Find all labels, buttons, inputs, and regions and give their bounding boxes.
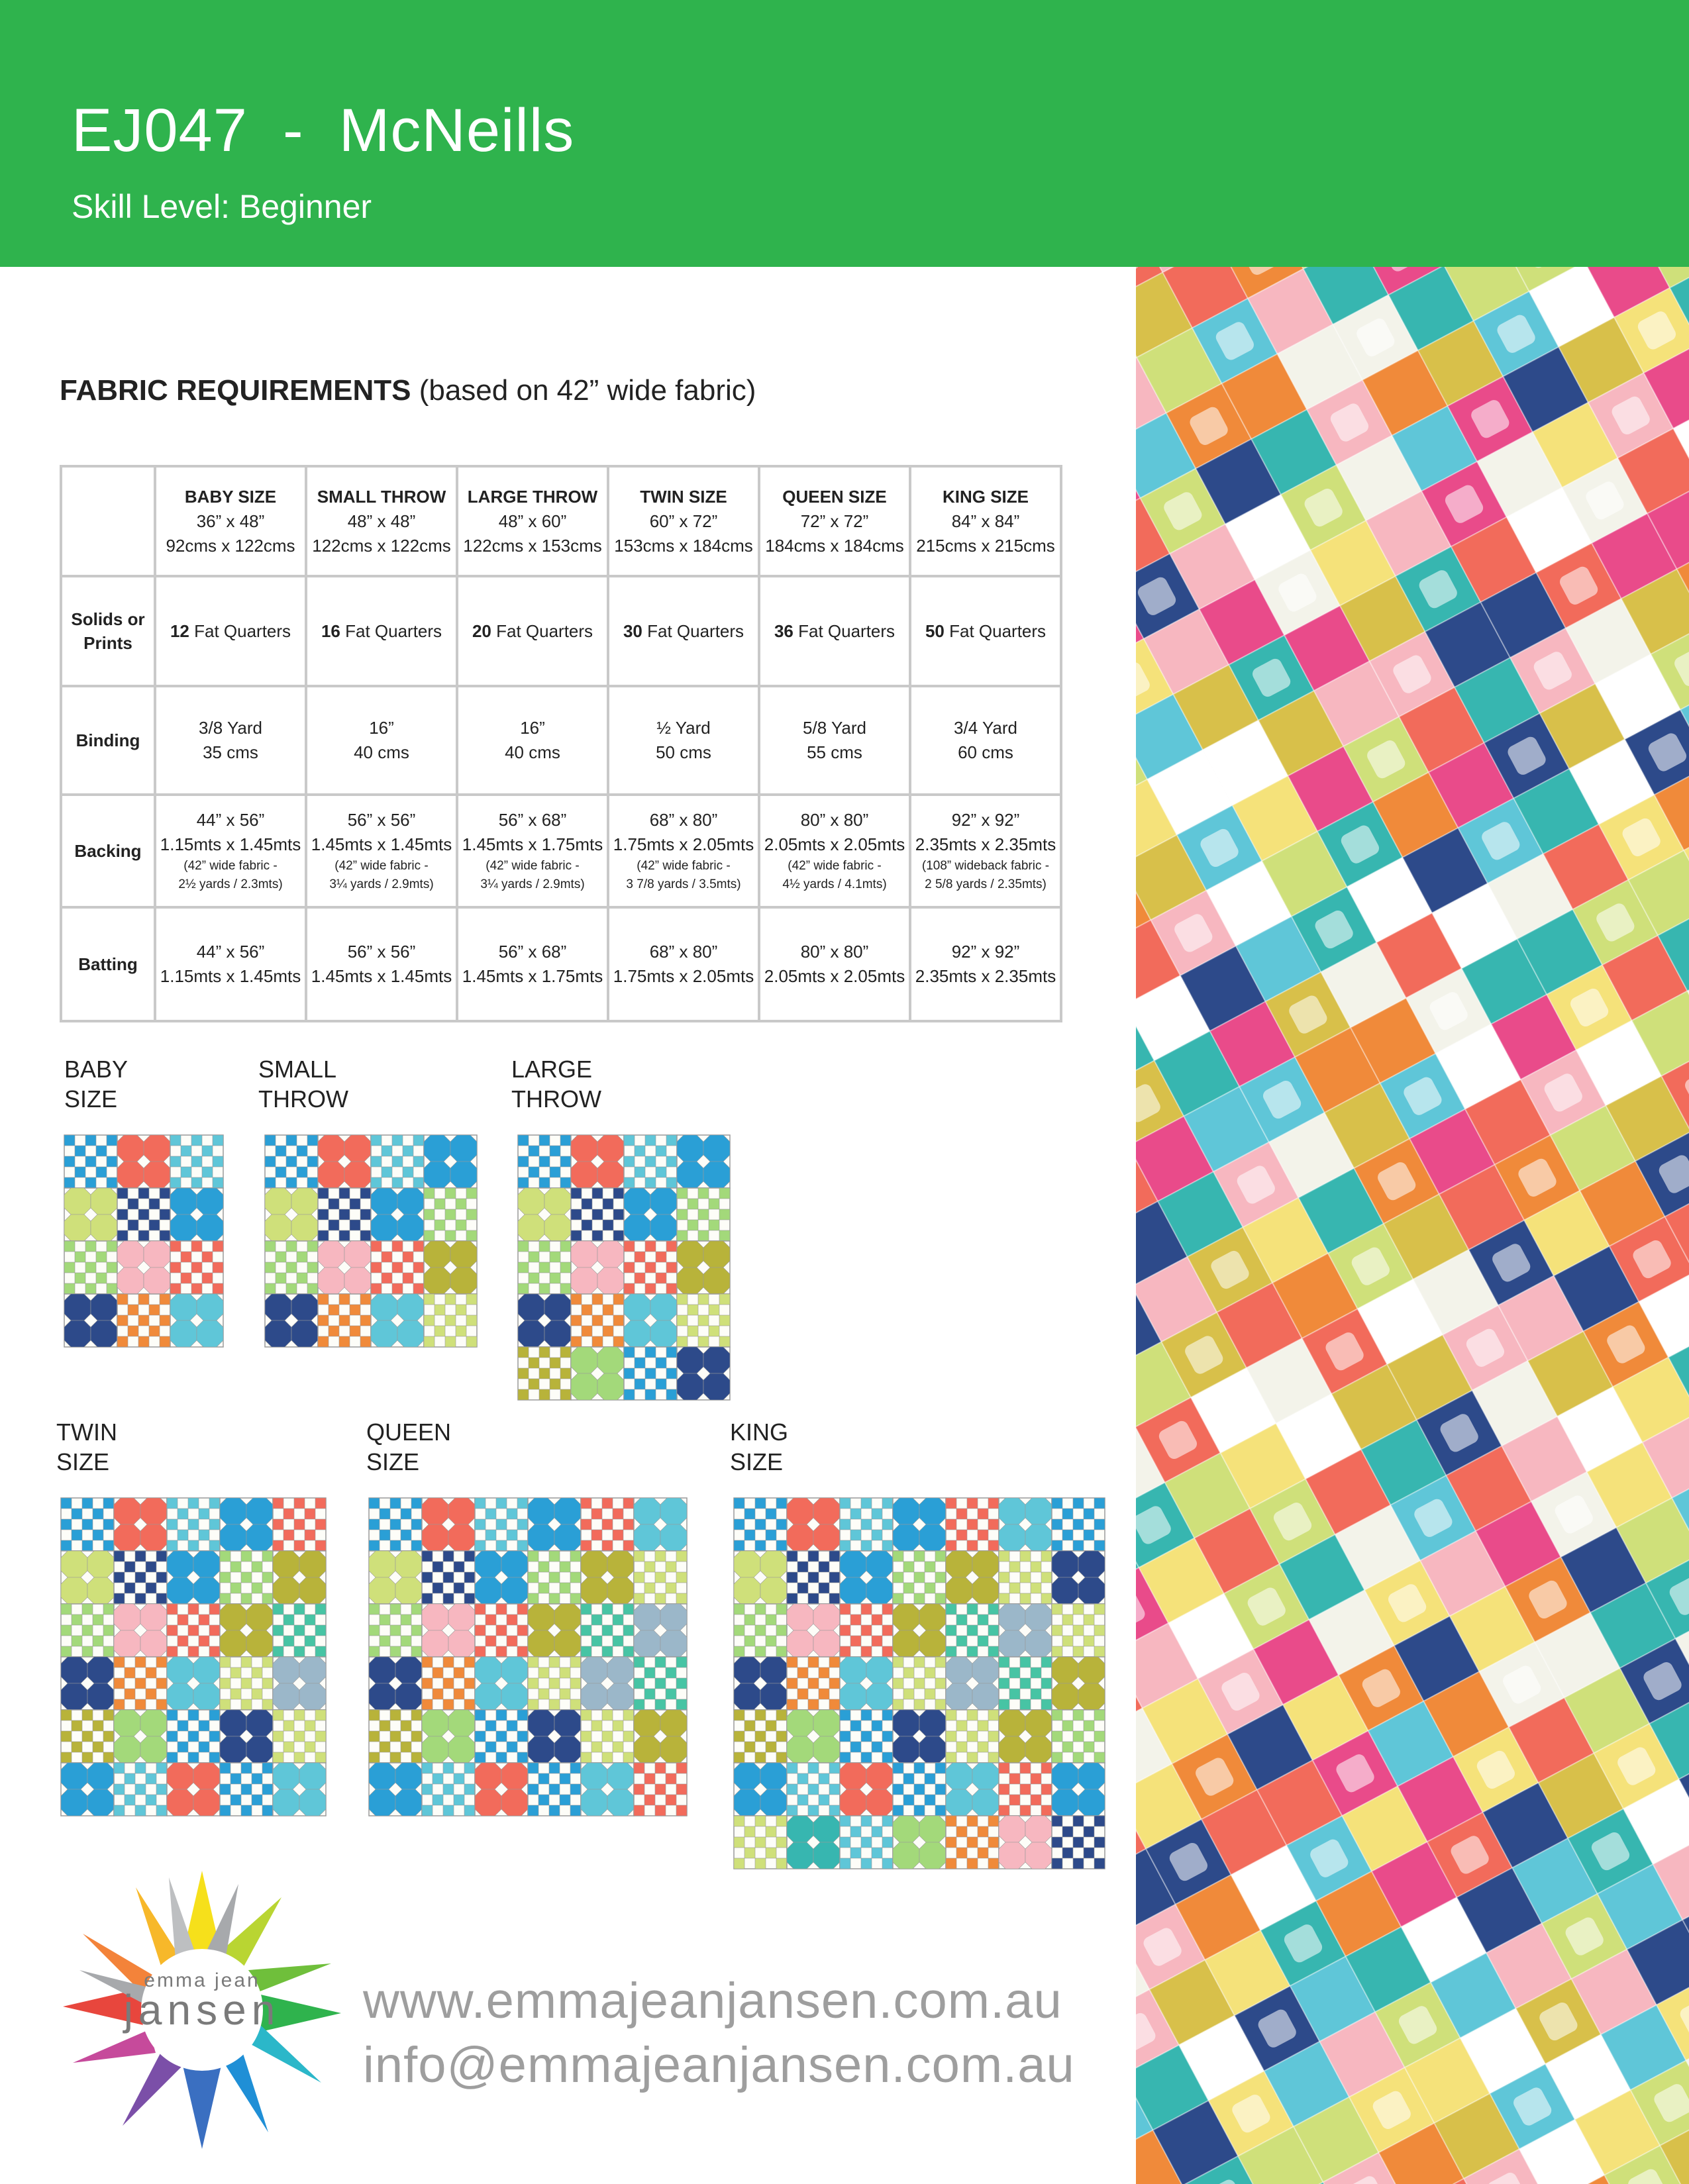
quilt-block [318,1188,371,1241]
quilt-block [369,1498,422,1551]
quilt-block [1052,1604,1105,1657]
quilt-block [528,1657,581,1710]
quilt-block [167,1763,220,1816]
table-cell: 56” x 56” 1.45mts x 1.45mts (42” wide fabric - 3¼ yards / 2.9mts) [306,795,457,907]
quilt-block [61,1498,114,1551]
table-cell: 3/8 Yard 35 cms [155,686,306,795]
quilt-block [893,1551,946,1604]
size-header-cell: SMALL THROW 48” x 48” 122cms x 122cms [306,466,457,576]
table-cell: 44” x 56” 1.15mts x 1.45mts [155,907,306,1021]
quilt-block [677,1347,730,1400]
quilt-block [624,1135,677,1188]
fabric-requirements-heading [60,374,756,407]
quilt-block [273,1657,326,1710]
quilt-block [571,1347,624,1400]
quilt-block [167,1657,220,1710]
quilt-block [634,1498,687,1551]
quilt-block [114,1763,167,1816]
quilt-block [64,1241,117,1294]
quilt-block [61,1710,114,1763]
quilt-block [424,1135,477,1188]
quilt-block [170,1188,223,1241]
quilt-block [571,1294,624,1347]
table-cell: 56” x 68” 1.45mts x 1.75mts [457,907,608,1021]
size-header-cell: LARGE THROW 48” x 60” 122cms x 153cms [457,466,608,576]
quilt-block [893,1604,946,1657]
logo-main-text: jansen [123,1986,281,2034]
size-header-cell: TWIN SIZE 60” x 72” 153cms x 184cms [608,466,759,576]
quilt-layout-baby [62,1132,225,1351]
table-cell: 56” x 68” 1.45mts x 1.75mts (42” wide fabric - 3¼ yards / 2.9mts) [457,795,608,907]
quilt-block [946,1816,999,1869]
quilt-block [170,1135,223,1188]
quilt-block [369,1763,422,1816]
quilt-block [840,1551,893,1604]
quilt-block [946,1551,999,1604]
quilt-block [946,1498,999,1551]
quilt-block [787,1498,840,1551]
quilt-block [117,1294,170,1347]
layout-label-twin: TWIN SIZE [56,1418,117,1475]
quilt-block [518,1135,571,1188]
quilt-block [787,1763,840,1816]
table-header-row [61,466,1061,576]
quilt-block [114,1551,167,1604]
quilt-block [273,1710,326,1763]
table-cell: 68” x 80” 1.75mts x 2.05mts (42” wide fabric - 3 7/8 yards / 3.5mts) [608,795,759,907]
quilt-block [581,1498,634,1551]
quilt-block [1052,1498,1105,1551]
website-link[interactable]: www.emmajeanjansen.com.au [363,1973,1062,2029]
quilt-block [422,1657,475,1710]
quilt-block [677,1241,730,1294]
layout-label-small-throw: SMALL THROW [258,1056,348,1113]
quilt-block [475,1710,528,1763]
size-header-cell: QUEEN SIZE 72” x 72” 184cms x 184cms [759,466,910,576]
quilt-layout-large-throw [515,1132,733,1404]
table-cell: 80” x 80” 2.05mts x 2.05mts [759,907,910,1021]
quilt-block [528,1498,581,1551]
quilt-block [624,1294,677,1347]
quilt-block [273,1551,326,1604]
quilt-block [117,1188,170,1241]
table-cell: 44” x 56” 1.15mts x 1.45mts (42” wide fabric - 2½ yards / 2.3mts) [155,795,306,907]
quilt-block [64,1135,117,1188]
quilt-block [840,1604,893,1657]
quilt-block [424,1188,477,1241]
page-title: EJ047 - McNeills [72,97,575,164]
quilt-block [369,1551,422,1604]
table-row-solids [61,576,1061,686]
quilt-block [1052,1763,1105,1816]
quilt-block [220,1604,273,1657]
quilt-block [369,1657,422,1710]
quilt-block [734,1604,787,1657]
quilt-block [424,1294,477,1347]
quilt-block [528,1710,581,1763]
quilt-block [677,1188,730,1241]
table-cell: 92” x 92” 2.35mts x 2.35mts [910,907,1061,1021]
quilt-block [787,1657,840,1710]
layout-label-king: KING SIZE [730,1418,789,1475]
quilt-layout-king [731,1495,1107,1871]
email-link[interactable]: info@emmajeanjansen.com.au [363,2037,1075,2093]
quilt-block [528,1604,581,1657]
quilt-block [999,1763,1052,1816]
quilt-block [946,1657,999,1710]
layout-label-large-throw: LARGE THROW [511,1056,601,1113]
quilt-block [999,1710,1052,1763]
quilt-block [787,1710,840,1763]
quilt-block [265,1188,318,1241]
quilt-block [787,1816,840,1869]
row-header-solids: Solids or Prints [61,576,155,686]
quilt-block [581,1763,634,1816]
quilt-block [265,1241,318,1294]
quilt-block [369,1710,422,1763]
quilt-block [634,1657,687,1710]
table-corner-cell [61,466,155,576]
table-cell: 36 Fat Quarters [759,576,910,686]
quilt-block [220,1710,273,1763]
quilt-block [167,1604,220,1657]
quilt-block [999,1551,1052,1604]
header-banner [0,0,1689,267]
quilt-block [581,1604,634,1657]
quilt-block [1052,1657,1105,1710]
quilt-block [371,1188,424,1241]
table-cell: 50 Fat Quarters [910,576,1061,686]
quilt-block [518,1294,571,1347]
quilt-block [475,1604,528,1657]
table-cell: 16” 40 cms [306,686,457,795]
table-cell: 16” 40 cms [457,686,608,795]
quilt-block [220,1551,273,1604]
quilt-block [318,1294,371,1347]
table-cell: 16 Fat Quarters [306,576,457,686]
quilt-block [220,1498,273,1551]
quilt-block [787,1551,840,1604]
quilt-block [114,1710,167,1763]
quilt-block [787,1604,840,1657]
quilt-block [117,1135,170,1188]
layout-label-queen: QUEEN SIZE [366,1418,452,1475]
quilt-block [64,1294,117,1347]
quilt-block [734,1657,787,1710]
quilt-block [422,1763,475,1816]
quilt-block [64,1188,117,1241]
quilt-block [999,1657,1052,1710]
quilt-block [946,1604,999,1657]
quilt-block [946,1710,999,1763]
quilt-block [999,1816,1052,1869]
quilt-block [518,1347,571,1400]
quilt-block [840,1763,893,1816]
size-header-cell: KING SIZE 84” x 84” 215cms x 215cms [910,466,1061,576]
table-row-backing [61,795,1061,907]
quilt-block [318,1135,371,1188]
quilt-block [893,1498,946,1551]
quilt-block [170,1241,223,1294]
quilt-block [734,1498,787,1551]
quilt-block [265,1294,318,1347]
quilt-block [170,1294,223,1347]
quilt-block [422,1498,475,1551]
quilt-block [475,1551,528,1604]
table-row-binding [61,686,1061,795]
quilt-block [528,1763,581,1816]
quilt-block [893,1816,946,1869]
quilt-block [624,1188,677,1241]
quilt-block [634,1604,687,1657]
quilt-block [422,1710,475,1763]
table-cell: ½ Yard 50 cms [608,686,759,795]
quilt-block [581,1710,634,1763]
table-cell: 3/4 Yard 60 cms [910,686,1061,795]
table-cell: 68” x 80” 1.75mts x 2.05mts [608,907,759,1021]
quilt-block [571,1241,624,1294]
quilt-block [734,1710,787,1763]
emma-jean-jansen-logo [63,1871,341,2149]
quilt-block [581,1551,634,1604]
quilt-block [840,1498,893,1551]
quilt-block [893,1710,946,1763]
quilt-block [369,1604,422,1657]
quilt-block [840,1657,893,1710]
quilt-block [114,1657,167,1710]
quilt-block [840,1710,893,1763]
quilt-block [167,1551,220,1604]
quilt-block [422,1604,475,1657]
quilt-block [677,1294,730,1347]
quilt-block [61,1657,114,1710]
quilt-block [528,1551,581,1604]
table-cell: 12 Fat Quarters [155,576,306,686]
size-header-cell: BABY SIZE 36” x 48” 92cms x 122cms [155,466,306,576]
quilt-block [114,1604,167,1657]
quilt-block [734,1763,787,1816]
table-cell: 80” x 80” 2.05mts x 2.05mts (42” wide fabric - 4½ yards / 4.1mts) [759,795,910,907]
quilt-block [61,1763,114,1816]
quilt-block [61,1551,114,1604]
quilt-block [371,1241,424,1294]
quilt-block [1052,1816,1105,1869]
quilt-block [475,1763,528,1816]
quilt-block [634,1710,687,1763]
table-cell: 5/8 Yard 55 cms [759,686,910,795]
table-cell: 92” x 92” 2.35mts x 2.35mts (108” wideback fabric - 2 5/8 yards / 2.35mts) [910,795,1061,907]
quilt-layout-small-throw [262,1132,480,1351]
table-row-batting [61,907,1061,1021]
quilt-block [1052,1551,1105,1604]
quilt-block [999,1604,1052,1657]
quilt-block [624,1241,677,1294]
quilt-block [167,1498,220,1551]
fabric-requirements-table [60,465,1062,1022]
layout-label-baby: BABY SIZE [64,1056,128,1113]
quilt-block [475,1498,528,1551]
quilt-block [475,1657,528,1710]
fabric-heading-note: (based on 42” wide fabric) [411,374,756,407]
quilt-block [167,1710,220,1763]
quilt-photo [1136,267,1689,2184]
quilt-block [114,1498,167,1551]
quilt-block [634,1551,687,1604]
quilt-block [273,1498,326,1551]
quilt-block [734,1816,787,1869]
table-cell: 20 Fat Quarters [457,576,608,686]
table-cell: 30 Fat Quarters [608,576,759,686]
quilt-block [518,1241,571,1294]
quilt-block [117,1241,170,1294]
quilt-block [1052,1710,1105,1763]
quilt-block [571,1135,624,1188]
quilt-block [893,1657,946,1710]
quilt-block [422,1551,475,1604]
row-header-binding: Binding [61,686,155,795]
quilt-layout-queen [366,1495,690,1818]
quilt-block [273,1763,326,1816]
fabric-heading-bold: FABRIC REQUIREMENTS [60,374,411,407]
quilt-block [634,1763,687,1816]
quilt-block [424,1241,477,1294]
row-header-backing: Backing [61,795,155,907]
quilt-layout-twin [58,1495,329,1818]
quilt-block [840,1816,893,1869]
quilt-block [999,1498,1052,1551]
quilt-block [893,1763,946,1816]
quilt-block [371,1135,424,1188]
quilt-block [581,1657,634,1710]
quilt-block [624,1347,677,1400]
quilt-block [946,1763,999,1816]
skill-level: Skill Level: Beginner [72,188,372,225]
quilt-block [677,1135,730,1188]
logo-top-text: emma jean [144,1969,260,1991]
quilt-block [734,1551,787,1604]
quilt-block [61,1604,114,1657]
quilt-block [318,1241,371,1294]
quilt-block [518,1188,571,1241]
quilt-block [371,1294,424,1347]
quilt-block [273,1604,326,1657]
quilt-block [220,1657,273,1710]
quilt-block [571,1188,624,1241]
table-cell: 56” x 56” 1.45mts x 1.45mts [306,907,457,1021]
quilt-block [265,1135,318,1188]
row-header-batting: Batting [61,907,155,1021]
quilt-photo-pattern [1136,267,1689,2184]
quilt-block [220,1763,273,1816]
